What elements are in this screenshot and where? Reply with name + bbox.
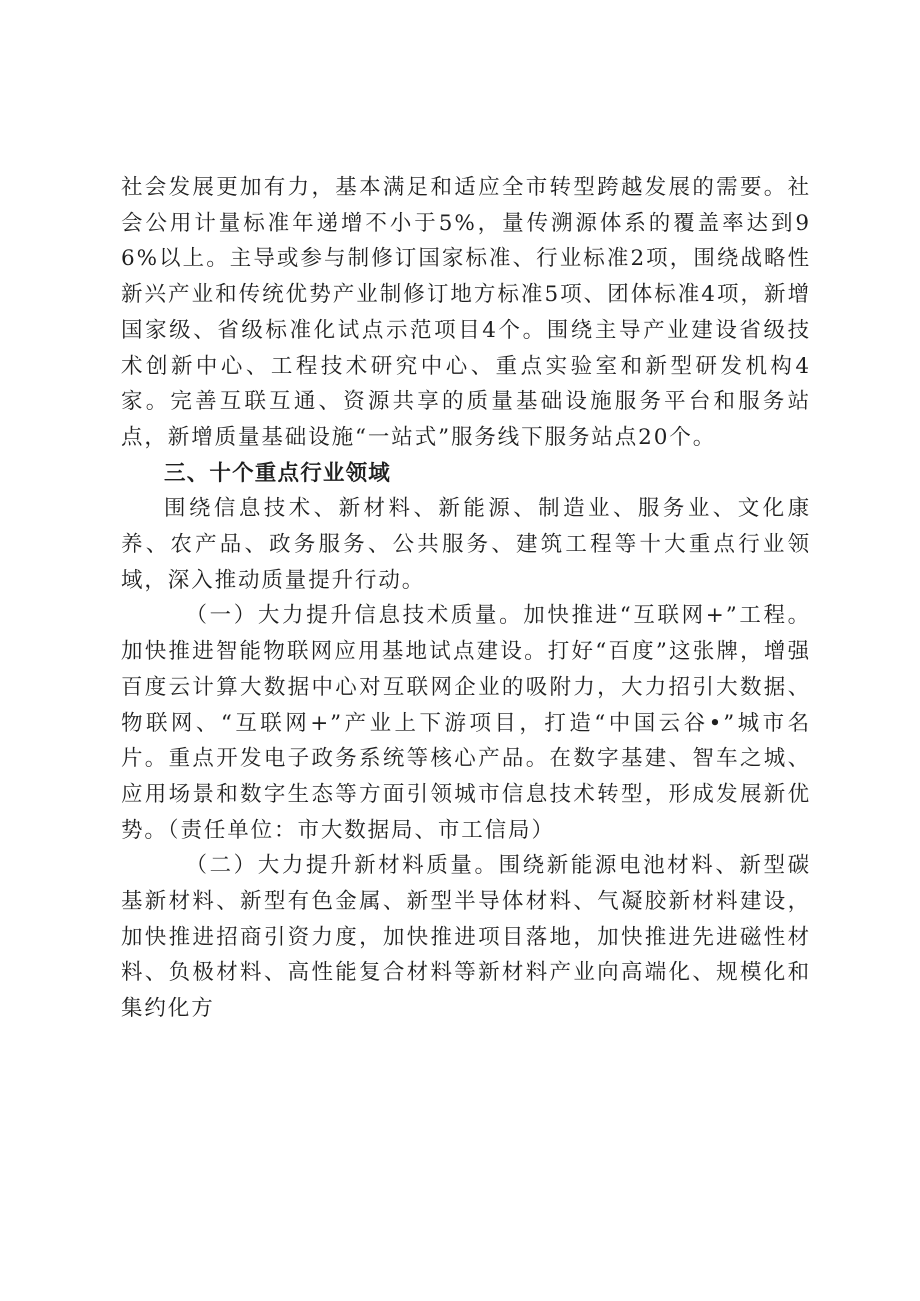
paragraph-item-1-information-technology: （一）大力提升信息技术质量。加快推进“互联网+”工程。加快推进智能物联网应用基地试点建设。打好“百度”这张牌，增强百度云计算大数据中心对互联网企业的吸附力，大力招引大数据、物联网、“互联网+”产业上下游项目，打造“中国云谷•”城市名片。重点开发电子政务系统等核心产品。在数字基建、智车之城、应用场景和数字生态等方面引领城市信息技术转型，形成发展新优势。（责任单位：市大数据局、市工信局）	[121, 603, 811, 843]
paragraph-continuation: 社会发展更加有力，基本满足和适应全市转型跨越发展的需要。社会公用计量标准年递增不小于5%，量传溯源体系的覆盖率达到96%以上。主导或参与制修订国家标准、行业标准2项，围绕战略性新兴产业和传统优势产业制修订地方标准5项、团体标准4项，新增国家级、省级标准化试点示范项目4个。围绕主导产业建设省级技术创新中心、工程技术研究中心、重点实验室和新型研发机构4家。完善互联互通、资源共享的质量基础设施服务平台和服务站点，新增质量基础设施“一站式”服务线下服务站点20个。	[121, 175, 811, 450]
paragraph-section-3-intro: 围绕信息技术、新材料、新能源、制造业、服务业、文化康养、农产品、政务服务、公共服务、建筑工程等十大重点行业领域，深入推动质量提升行动。	[121, 496, 811, 593]
section-heading-3: 三、十个重点行业领域	[164, 460, 392, 486]
paragraph-item-2-new-materials: （二）大力提升新材料质量。围绕新能源电池材料、新型碳基新材料、新型有色金属、新型半导体材料、气凝胶新材料建设，加快推进招商引资力度，加快推进项目落地，加快推进先进磁性材料、负极材料、高性能复合材料等新材料产业向高端化、规模化和集约化方	[121, 853, 811, 1022]
document-body	[121, 170, 811, 1027]
